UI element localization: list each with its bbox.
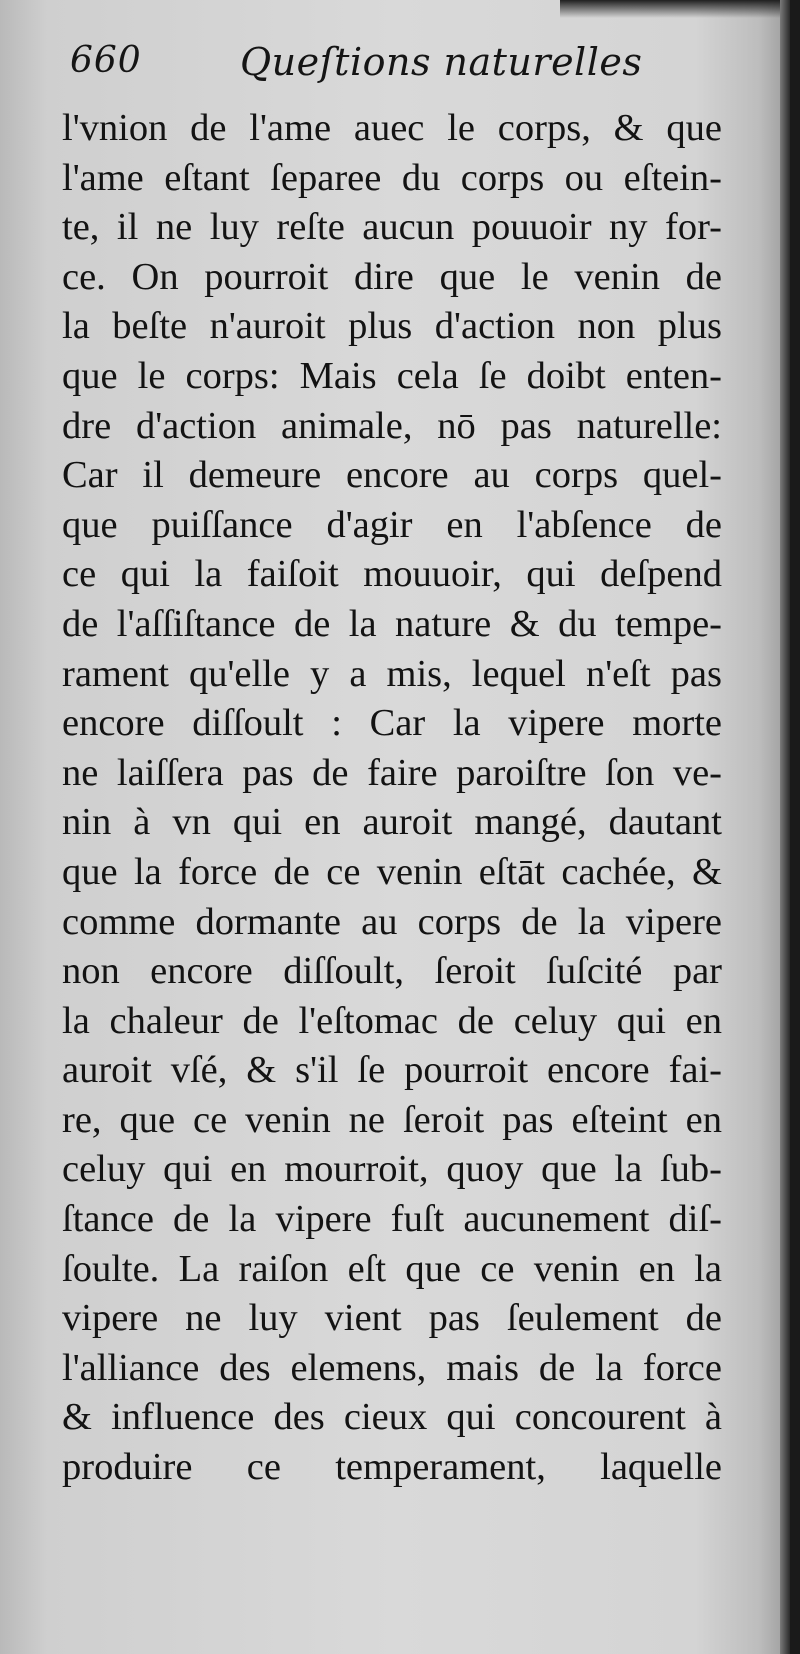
text-line: l'alliance des elemens, mais de la force <box>62 1346 722 1389</box>
text-line: ne laiſſera pas de faire paroiſtre ſon ve- <box>62 751 722 794</box>
text-line: comme dormante au corps de la vipere <box>62 900 722 943</box>
text-line: Car il demeure encore au corps quel- <box>62 454 722 497</box>
text-line: l'vnion de l'ame auec le corps, & que <box>62 107 722 149</box>
text-line: ce. On pourroit dire que le venin de <box>62 255 722 298</box>
body-text <box>62 104 722 1493</box>
text-line: ſoulte. La raiſon eſt que ce venin en la <box>62 1247 722 1290</box>
text-line: te, il ne luy reſte aucun pouuoir ny for- <box>62 206 722 249</box>
page-gutter-edge <box>780 0 790 1654</box>
running-head: Queſtions naturelles <box>240 40 643 84</box>
text-line: ſtance de la vipere fuſt aucunement diſ- <box>62 1198 722 1241</box>
text-line: dre d'action animale, nō pas naturelle: <box>62 404 722 447</box>
text-line: re, que ce venin ne ſeroit pas eſteint en <box>62 1098 722 1141</box>
text-line: vipere ne luy vient pas ſeulement de <box>62 1297 722 1340</box>
text-line: rament qu'elle y a mis, lequel n'eſt pas <box>62 652 722 695</box>
text-line: de l'aſſiſtance de la nature & du tempe- <box>62 602 722 645</box>
text-line: la beſte n'auroit plus d'action non plus <box>62 305 722 348</box>
text-line: la chaleur de l'eſtomac de celuy qui en <box>62 999 722 1042</box>
page-number: 660 <box>70 40 142 81</box>
text-line: produire ce temperament, laquelle <box>62 1446 722 1489</box>
text-line: non encore diſſoult, ſeroit ſuſcité par <box>62 950 722 993</box>
text-line: celuy qui en mourroit, quoy que la ſub- <box>62 1148 722 1191</box>
text-line: que le corps: Mais cela ſe doibt enten- <box>62 354 722 397</box>
text-line: auroit vſé, & s'il ſe pourroit encore fai- <box>62 1049 722 1092</box>
text-line: que puiſſance d'agir en l'abſence de <box>62 503 722 546</box>
text-line: encore diſſoult : Car la vipere morte <box>62 702 722 745</box>
text-line: que la force de ce venin eſtāt cachée, & <box>62 850 722 893</box>
text-line: ce qui la faiſoit mouuoir, qui deſpend <box>62 553 722 596</box>
page-header <box>70 40 710 100</box>
text-line: nin à vn qui en auroit mangé, dautant <box>62 801 722 844</box>
text-line: l'ame eſtant ſeparee du corps ou eſtein- <box>62 156 722 199</box>
page-top-shadow <box>560 0 790 18</box>
text-line: & influence des cieux qui concourent à <box>62 1396 722 1439</box>
